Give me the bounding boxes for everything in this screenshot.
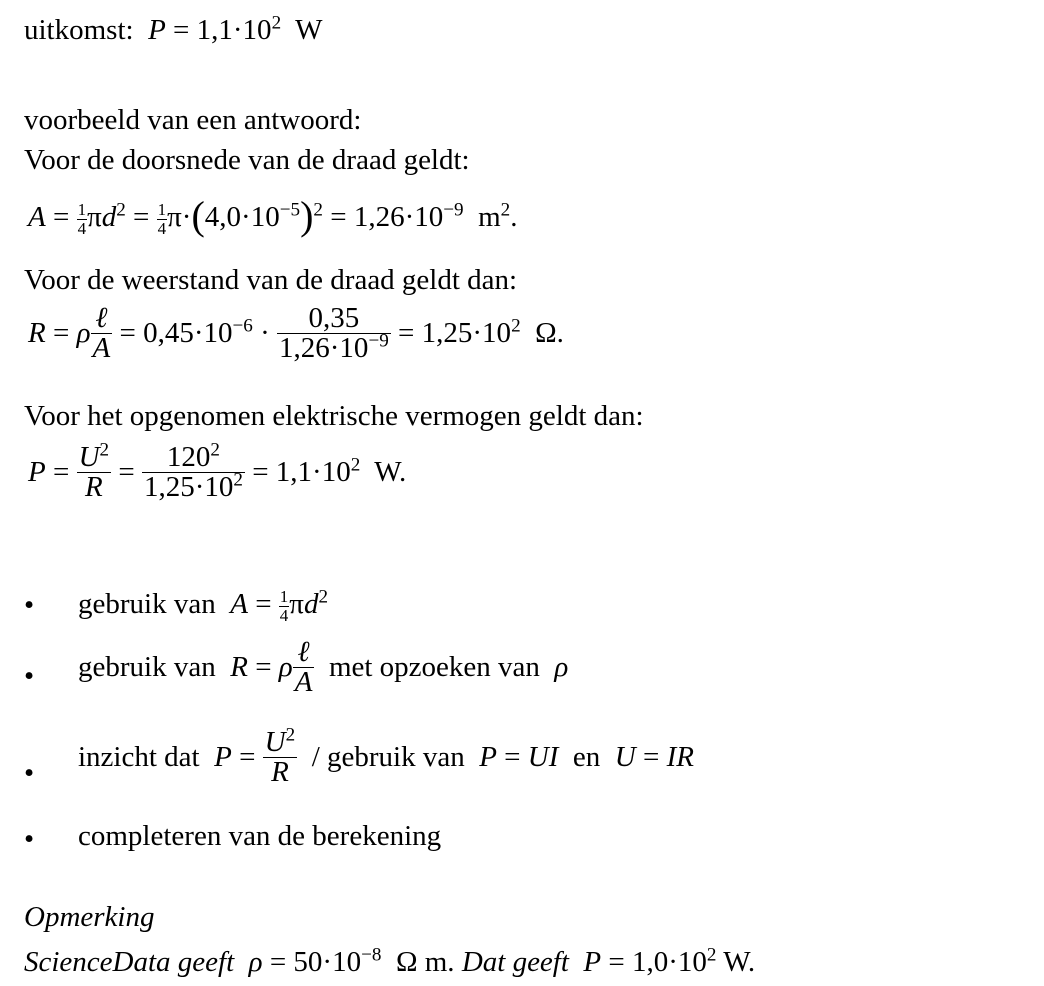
criterion-power: inzicht dat P = $\frac{U^2}{R}$ / gebruik van P = UI en U = IR [78, 724, 694, 788]
bullet: • [24, 660, 35, 692]
criterion-resistance: gebruik van R = ρ $\frac{\text{ℓ}}{A}$ met opzoeken van ρ [78, 636, 569, 698]
bullet: • [24, 589, 35, 621]
power-text: Voor het opgenomen elektrische vermogen geldt dan: [24, 400, 644, 432]
fraction-length-over-area: $\frac{0,35}{1,26\cdot 10^{-9}}$ [279, 302, 389, 364]
fraction-l-over-a: $\frac{\text{ℓ}}{A}$ [92, 302, 111, 364]
result-label: uitkomst: [24, 14, 134, 46]
fraction-quarter: $\frac{1}{4}$ [157, 200, 167, 238]
resistance-text: Voor de weerstand van de draad geldt dan: [24, 264, 518, 296]
power-equation: P = $\frac{U^2}{R}$ = $\frac{120^2}{1,25\cdot 10^2}$ = $1,1\cdot 10^2$ W. [28, 439, 407, 503]
note-heading: Opmerking [24, 901, 155, 933]
area-equation: A = $\frac{1}{4}$ $\pi d^2$ = $\frac{1}{4}$ $\pi\cdot(4,0\cdot 10^{-5})^2 = 1,26\cdot 10^{-9}$ $m^2$. [28, 193, 518, 238]
note-line: ScienceData geeft $\rho = 50\cdot 10^{-8}$ Ω m. Dat geeft $P = 1,0\cdot 10^2$ W. [24, 944, 756, 978]
criterion-area: gebruik van A = $\frac{1}{4}$ $\pi d^2$ [78, 586, 329, 625]
fraction-120-over-r: $\frac{120^2}{1,25\cdot 10^2}$ [143, 439, 243, 503]
bullet: • [24, 823, 35, 855]
result-formula: $P = 1,1\cdot 10^2$ W [148, 12, 323, 46]
example-heading: voorbeeld van een antwoord: [24, 104, 362, 136]
criterion-complete: completeren van de berekening [78, 820, 442, 852]
bullet: • [24, 757, 35, 789]
fraction-quarter: $\frac{1}{4}$ [77, 200, 87, 238]
cross-section-text: Voor de doorsnede van de draad geldt: [24, 144, 470, 176]
result-line [24, 12, 323, 46]
fraction-u2-over-r: $\frac{U^2}{R}$ [78, 439, 110, 503]
resistance-equation: R = ρ $\frac{\text{ℓ}}{A}$ = $0,45\cdot 10^{-6}$ · $\frac{0,35}{1,26\cdot 10^{-9}}$ = $1,25\cdot 10^2$ Ω. [28, 302, 564, 364]
